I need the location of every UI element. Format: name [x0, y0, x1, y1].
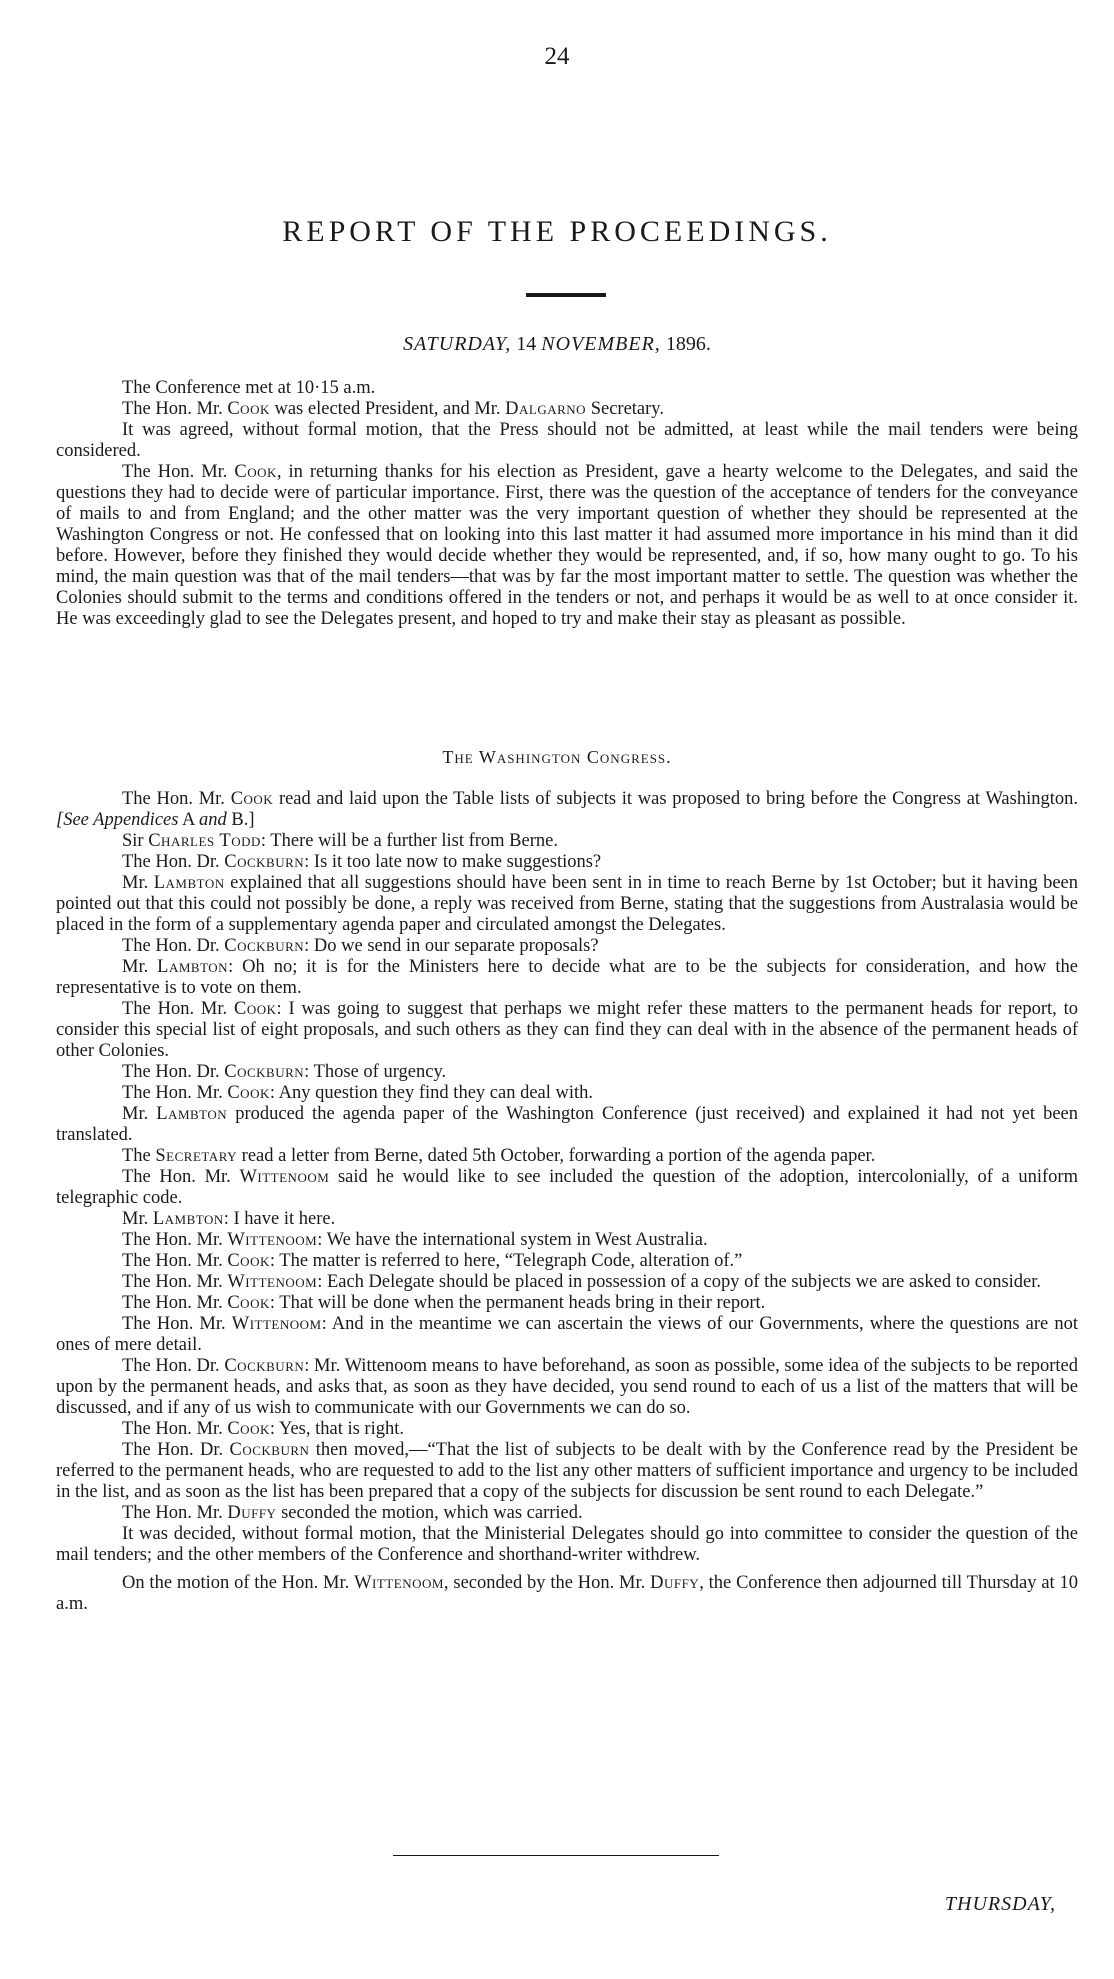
- paragraph-text: : Is it too late now to make suggestions?: [304, 852, 602, 872]
- speaker-name: Cockburn: [224, 1062, 305, 1082]
- paragraph-text: , the Conference then adjourned till Thursday at 10 a.m.: [56, 1573, 1078, 1614]
- paragraph-text: : Oh no; it is for the Ministers here to decide what are to be the subjects for consideration, and how the representative is to vote on them.: [56, 957, 1078, 998]
- paragraph: [56, 1419, 1078, 1440]
- speaker-name: Cook: [227, 1251, 270, 1271]
- speaker-name: Cook: [227, 399, 270, 419]
- paragraph-text: The Hon. Mr.: [122, 1314, 232, 1334]
- speaker-name: Dalgarno: [505, 399, 587, 419]
- title-rule: [526, 293, 606, 297]
- paragraph-text: Mr.: [122, 957, 158, 977]
- italic-text: [See Appendices: [56, 810, 179, 830]
- paragraph-text: The Hon. Mr.: [122, 1167, 240, 1187]
- speaker-name: Wittenoom: [227, 1272, 318, 1292]
- paragraph: [56, 1272, 1078, 1293]
- paragraph-text: : Each Delegate should be placed in possession of a copy of the subjects we are asked to consider.: [317, 1272, 1042, 1292]
- paragraph-text: It was agreed, without formal motion, that the Press should not be admitted, at least while the mail tenders were being considered.: [56, 420, 1078, 461]
- paragraph-text: Mr.: [122, 1104, 157, 1124]
- paragraph-text: Mr.: [122, 873, 154, 893]
- paragraph: [56, 1167, 1078, 1209]
- speaker-name: Cook: [227, 1293, 270, 1313]
- paragraph-text: : Do we send in our separate proposals?: [304, 936, 599, 956]
- paragraph-text: The Hon. Dr.: [122, 852, 225, 872]
- paragraph-text: The Hon. Mr.: [122, 1251, 228, 1271]
- speaker-name: Wittenoom: [354, 1573, 444, 1593]
- speaker-name: Lambton: [156, 1104, 228, 1124]
- paragraph-text: explained that all suggestions should have been sent in in time to reach Berne by 1st October; but it having been pointed out that this could not possibly be done, a reply was received from Berne, stating that the suggestions from Australasia would be placed in the form of a supplementary agenda paper and circulated amongst the Delegates.: [56, 873, 1079, 935]
- paragraph-text: seconded the motion, which was carried.: [276, 1503, 583, 1523]
- paragraph-text: Sir: [122, 831, 149, 851]
- paragraph-text: The Hon. Dr.: [122, 1062, 225, 1082]
- paragraph: [56, 1314, 1078, 1356]
- paragraph-text: then moved,—“That the list of subjects to be dealt with by the Conference read by the President be referred to the permanent heads, who are requested to add to the list any other matters of sufficient importance and urgency to be included in the list, and as soon as the list has been prepared that a copy of the subjects for discussion be sent round to each Delegate.”: [56, 1440, 1079, 1502]
- paragraph-text: : Any question they find they can deal with.: [269, 1083, 594, 1103]
- speaker-name: Wittenoom: [227, 1230, 318, 1250]
- paragraph-text: It was decided, without formal motion, that the Ministerial Delegates should go into committee to consider the question of the mail tenders; and the other members of the Conference and shorthand-writer withdrew.: [56, 1524, 1078, 1565]
- paragraph: [56, 1356, 1078, 1419]
- paragraph-text: The: [122, 1146, 156, 1166]
- paragraph: [56, 1209, 1078, 1230]
- speaker-name: Cook: [227, 1419, 270, 1439]
- speaker-name: Cook: [234, 999, 277, 1019]
- paragraph-text: : Those of urgency.: [304, 1062, 447, 1082]
- date-month: NOVEMBER,: [541, 333, 661, 355]
- paragraph-text: The Hon. Mr.: [122, 1503, 228, 1523]
- paragraph: [56, 462, 1078, 630]
- italic-text: and: [199, 810, 227, 830]
- speaker-name: Lambton: [157, 957, 229, 977]
- speaker-name: Lambton: [152, 1209, 224, 1229]
- paragraph-text: : There will be a further list from Berne.: [260, 831, 558, 851]
- session-date: [0, 333, 1114, 356]
- paragraph-text: The Hon. Mr.: [122, 1083, 228, 1103]
- paragraph: [56, 399, 1078, 420]
- paragraph-text: , in returning thanks for his election as President, gave a hearty welcome to the Delegates, and said the questions they had to decide were of particular importance. First, there was the question of the acceptance of tenders for the conveyance of mails to and from England; and the other matter was the very important question of whether they should be represented at the Washington Congress or not. He confessed that on looking into this last matter it had assumed more importance in his mind than it did before. However, before they finished they would decide whether they would be represented, and, if so, how many ought to go. To his mind, the main question was that of the mail tenders—that was by far the most important matter to settle. The question was whether the Colonies should submit to the terms and conditions offered in the tenders or not, and perhaps it would be as well to at once consider it. He was exceedingly glad to see the Delegates present, and hoped to try and make their stay as pleasant as possible.: [56, 462, 1078, 629]
- date-num: 14: [516, 333, 537, 355]
- paragraph-text: : Yes, that is right.: [269, 1419, 405, 1439]
- paragraph-text: : That will be done when the permanent heads bring in their report.: [269, 1293, 766, 1313]
- paragraph: [56, 1293, 1078, 1314]
- paragraph-text: The Hon. Dr.: [122, 1440, 230, 1460]
- paragraph-text: , seconded by the Hon. Mr.: [443, 1573, 651, 1593]
- paragraph-text: : I was going to suggest that perhaps we might refer these matters to the permanent heads for report, to consider this special list of eight proposals, and such others as they can find they can deal with in the absence of the permanent heads of other Colonies.: [56, 999, 1078, 1061]
- paragraph-text: A: [178, 810, 200, 830]
- date-day: SATURDAY,: [403, 333, 512, 355]
- intro-paragraphs: [56, 378, 1078, 630]
- paragraph: [56, 1083, 1078, 1104]
- paragraph-text: B.]: [226, 810, 255, 830]
- paragraph: [56, 1503, 1078, 1524]
- speaker-name: Lambton: [153, 873, 225, 893]
- paragraph-text: Secretary.: [586, 399, 664, 419]
- paragraph-text: The Hon. Mr.: [122, 789, 231, 809]
- paragraph-text: read a letter from Berne, dated 5th October, forwarding a portion of the agenda paper.: [237, 1146, 876, 1166]
- paragraph-text: : And in the meantime we can ascertain the views of our Governments, where the questions are not ones of mere detail.: [56, 1314, 1078, 1355]
- paragraph: [56, 873, 1078, 936]
- paragraph: [56, 1440, 1078, 1503]
- proceedings-paragraphs: [56, 789, 1078, 1615]
- paragraph-text: The Hon. Mr.: [122, 462, 235, 482]
- speaker-name: Cockburn: [229, 1440, 310, 1460]
- paragraph-text: The Hon. Mr.: [122, 1230, 228, 1250]
- paragraph-text: The Conference met at 10·15 a.m.: [122, 378, 376, 398]
- paragraph: [56, 831, 1078, 852]
- paragraph: [56, 936, 1078, 957]
- paragraph: [56, 957, 1078, 999]
- paragraph-text: read and laid upon the Table lists of subjects it was proposed to bring before the Congress at Washington.: [273, 789, 1078, 809]
- speaker-name: Secretary: [155, 1146, 238, 1166]
- paragraph-text: : Mr. Wittenoom means to have beforehand, as soon as possible, some idea of the subjects to be reported upon by the permanent heads, and asks that, as soon as they have decided, you send round to each of us a list of the matters that will be discussed, and if any of us wish to communicate with our Governments we can do so.: [56, 1356, 1078, 1418]
- section-heading: The Washington Congress.: [442, 747, 672, 767]
- speaker-name: Cook: [234, 462, 277, 482]
- paragraph-text: : I have it here.: [223, 1209, 336, 1229]
- paragraph-text: The Hon. Mr.: [122, 1419, 228, 1439]
- paragraph-text: The Hon. Mr.: [122, 999, 234, 1019]
- paragraph-text: Mr.: [122, 1209, 153, 1229]
- paragraph: [56, 1104, 1078, 1146]
- paragraph: [56, 1524, 1078, 1566]
- paragraph: [56, 420, 1078, 462]
- speaker-name: Cook: [227, 1083, 270, 1103]
- paragraph: [56, 1146, 1078, 1167]
- paragraph: [56, 789, 1078, 831]
- paragraph-text: The Hon. Dr.: [122, 1356, 225, 1376]
- paragraph: [56, 852, 1078, 873]
- paragraph-text: The Hon. Mr.: [122, 399, 228, 419]
- speaker-name: Cockburn: [224, 936, 305, 956]
- paragraph: [56, 999, 1078, 1062]
- speaker-name: Charles Todd: [148, 831, 261, 851]
- paragraph-text: said he would like to see included the question of the adoption, intercolonially, of a uniform telegraphic code.: [56, 1167, 1078, 1208]
- closing-rule: [393, 1855, 719, 1856]
- date-year: 1896.: [665, 333, 711, 355]
- paragraph-text: The Hon. Mr.: [122, 1293, 228, 1313]
- speaker-name: Cockburn: [224, 852, 305, 872]
- paragraph-text: was elected President, and Mr.: [269, 399, 506, 419]
- paragraph-text: produced the agenda paper of the Washington Conference (just received) and explained it had not yet been translated.: [56, 1104, 1078, 1145]
- paragraph: [56, 1062, 1078, 1083]
- paragraph-text: The Hon. Mr.: [122, 1272, 228, 1292]
- speaker-name: Cook: [230, 789, 274, 809]
- speaker-name: Duffy: [227, 1503, 277, 1523]
- paragraph: [56, 1230, 1078, 1251]
- paragraph: [56, 1573, 1078, 1615]
- page-number: 24: [544, 43, 570, 70]
- paragraph: [56, 1251, 1078, 1272]
- paragraph-text: On the motion of the Hon. Mr.: [122, 1573, 355, 1593]
- paragraph-text: : We have the international system in West Australia.: [317, 1230, 708, 1250]
- paragraph-text: : The matter is referred to here, “Telegraph Code, alteration of.”: [269, 1251, 743, 1271]
- speaker-name: Duffy: [650, 1573, 700, 1593]
- speaker-name: Wittenoom: [231, 1314, 322, 1334]
- paragraph-text: The Hon. Dr.: [122, 936, 225, 956]
- speaker-name: Wittenoom: [239, 1167, 330, 1187]
- speaker-name: Cockburn: [224, 1356, 305, 1376]
- page-title: REPORT OF THE PROCEEDINGS.: [282, 215, 832, 248]
- paragraph: [56, 378, 1078, 399]
- catchword: THURSDAY,: [944, 1893, 1056, 1915]
